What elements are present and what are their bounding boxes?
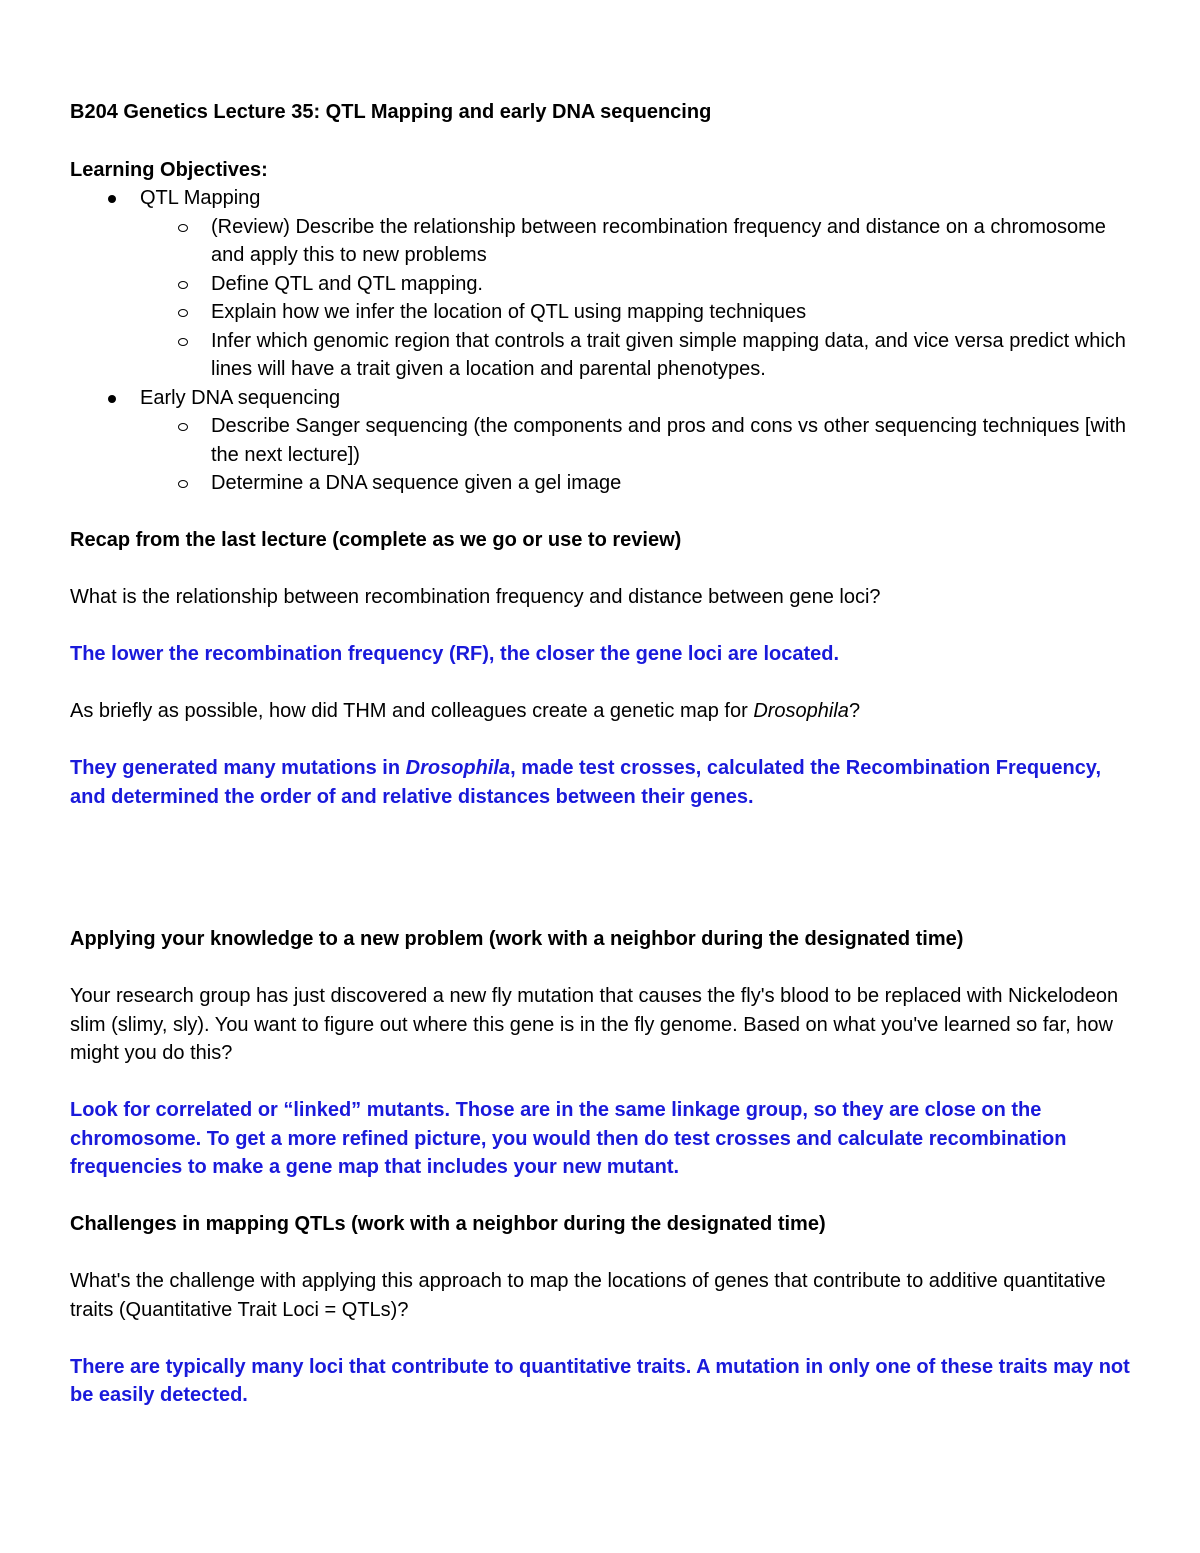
- bullet-circle-icon: [178, 423, 188, 431]
- challenges-answer: There are typically many loci that contribute to quantitative traits. A mutation in only one of these traits may not be easily detected.: [70, 1355, 1130, 1406]
- challenges-heading: Challenges in mapping QTLs (work with a neighbor during the designated time): [70, 1213, 826, 1235]
- recap-answer-1: The lower the recombination frequency (RF), the closer the gene loci are located.: [70, 643, 840, 665]
- recap-answer-2-species: Drosophila: [405, 757, 511, 779]
- sub-objective-item: [70, 412, 1130, 469]
- recap-question-2-end: ?: [848, 700, 861, 722]
- objective-item: [70, 184, 1130, 384]
- sub-objective-text: Describe Sanger sequencing (the components and pros and cons vs other sequencing techniques [with the next lecture]): [211, 415, 1127, 466]
- recap-answer-2-text: They generated many mutations in: [70, 757, 406, 779]
- bullet-dot-icon: [108, 195, 116, 203]
- sub-objectives-list: [140, 412, 1130, 498]
- bullet-circle-icon: [178, 480, 188, 488]
- objectives-list: [70, 184, 1130, 498]
- recap-question-2: [70, 697, 1130, 726]
- bullet-dot-icon: [108, 395, 116, 403]
- document-title: B204 Genetics Lecture 35: QTL Mapping and early DNA sequencing: [70, 101, 712, 123]
- bullet-circle-icon: [178, 281, 188, 289]
- recap-question-1: What is the relationship between recombination frequency and distance between gene loci?: [70, 586, 881, 608]
- sub-objective-text: Infer which genomic region that controls a trait given simple mapping data, and vice versa predict which lines will have a trait given a location and parental phenotypes.: [211, 329, 1126, 380]
- recap-question-2-species: Drosophila: [753, 700, 849, 722]
- sub-objective-text: Define QTL and QTL mapping.: [211, 272, 483, 295]
- recap-heading: Recap from the last lecture (complete as we go or use to review): [70, 529, 682, 551]
- bullet-circle-icon: [178, 309, 188, 317]
- recap-answer-2: [70, 754, 1130, 811]
- sub-objective-item: [70, 327, 1130, 384]
- sub-objective-item: [70, 469, 1130, 498]
- challenges-question: What's the challenge with applying this approach to map the locations of genes that contribute to additive quantitative traits (Quantitative Trait Loci = QTLs)?: [70, 1270, 1106, 1321]
- sub-objective-item: [70, 298, 1130, 327]
- recap-question-2-text: As briefly as possible, how did THM and colleagues create a genetic map for: [70, 700, 754, 722]
- sub-objective-item: [70, 213, 1130, 270]
- bullet-circle-icon: [178, 338, 188, 346]
- sub-objectives-list: [140, 213, 1130, 384]
- objective-label: QTL Mapping: [140, 187, 261, 209]
- applying-answer: Look for correlated or “linked” mutants. Those are in the same linkage group, so they are close on the chromosome. To get a more refined picture, you would then do test crosses and calculate recombination frequencies to make a gene map that includes your new mutant.: [70, 1099, 1067, 1178]
- sub-objective-item: [70, 270, 1130, 299]
- applying-heading: Applying your knowledge to a new problem (work with a neighbor during the designated time): [70, 928, 964, 950]
- objective-label: Early DNA sequencing: [140, 386, 341, 409]
- learning-objectives-heading: Learning Objectives:: [70, 158, 268, 181]
- applying-question: Your research group has just discovered a new fly mutation that causes the fly's blood to be replaced with Nickelodeon slim (slimy, sly). You want to figure out where this gene is in the fly genome. Based on what you've learned so far, how might you do this?: [70, 985, 1119, 1064]
- sub-objective-text: (Review) Describe the relationship between recombination frequency and distance on a chromosome and apply this to new problems: [211, 215, 1106, 266]
- objective-item: [70, 384, 1130, 498]
- recap-answer-2-end: , made test crosses, calculated the Recombination Frequency, and determined the order of and relative distances between their genes.: [70, 757, 1102, 808]
- sub-objective-text: Explain how we infer the location of QTL using mapping techniques: [211, 301, 807, 323]
- sub-objective-text: Determine a DNA sequence given a gel image: [211, 472, 622, 494]
- bullet-circle-icon: [178, 224, 188, 232]
